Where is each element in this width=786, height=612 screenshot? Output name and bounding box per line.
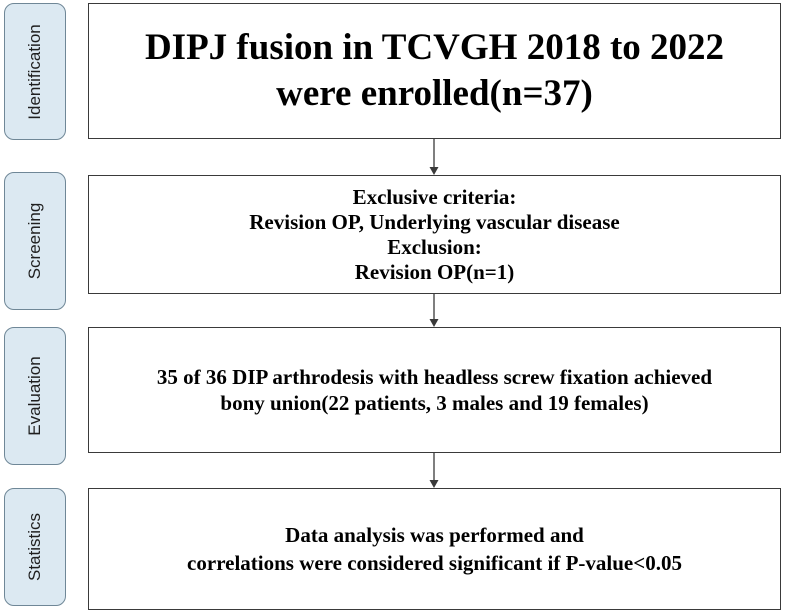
arrowhead-1 <box>430 167 439 175</box>
box-text-line: Exclusion: <box>387 234 482 259</box>
stage-label-text: Evaluation <box>25 356 44 436</box>
arrowhead-3 <box>430 480 439 488</box>
box-text-line: Exclusive criteria: <box>352 184 517 209</box>
box-text-line: DIPJ fusion in TCVGH 2018 to 2022 <box>144 27 725 68</box>
stage-label-text: Statistics <box>25 512 44 582</box>
stage-label-text: Identification <box>25 23 44 120</box>
arrowhead-2 <box>430 319 439 327</box>
stage-label-text: Screening <box>25 202 44 280</box>
box-text-line: 35 of 36 DIP arthrodesis with headless screw fixation achieved <box>156 365 713 389</box>
box-text-line: Revision OP(n=1) <box>354 259 515 284</box>
box-text-line: bony union(22 patients, 3 males and 19 females) <box>220 391 649 415</box>
box-text-line: Revision OP, Underlying vascular disease <box>249 209 620 234</box>
box-text-line: correlations were considered significant if P-value<0.05 <box>187 551 682 575</box>
box-text-line: Data analysis was performed and <box>285 523 584 547</box>
box-text-line: were enrolled(n=37) <box>276 73 593 114</box>
